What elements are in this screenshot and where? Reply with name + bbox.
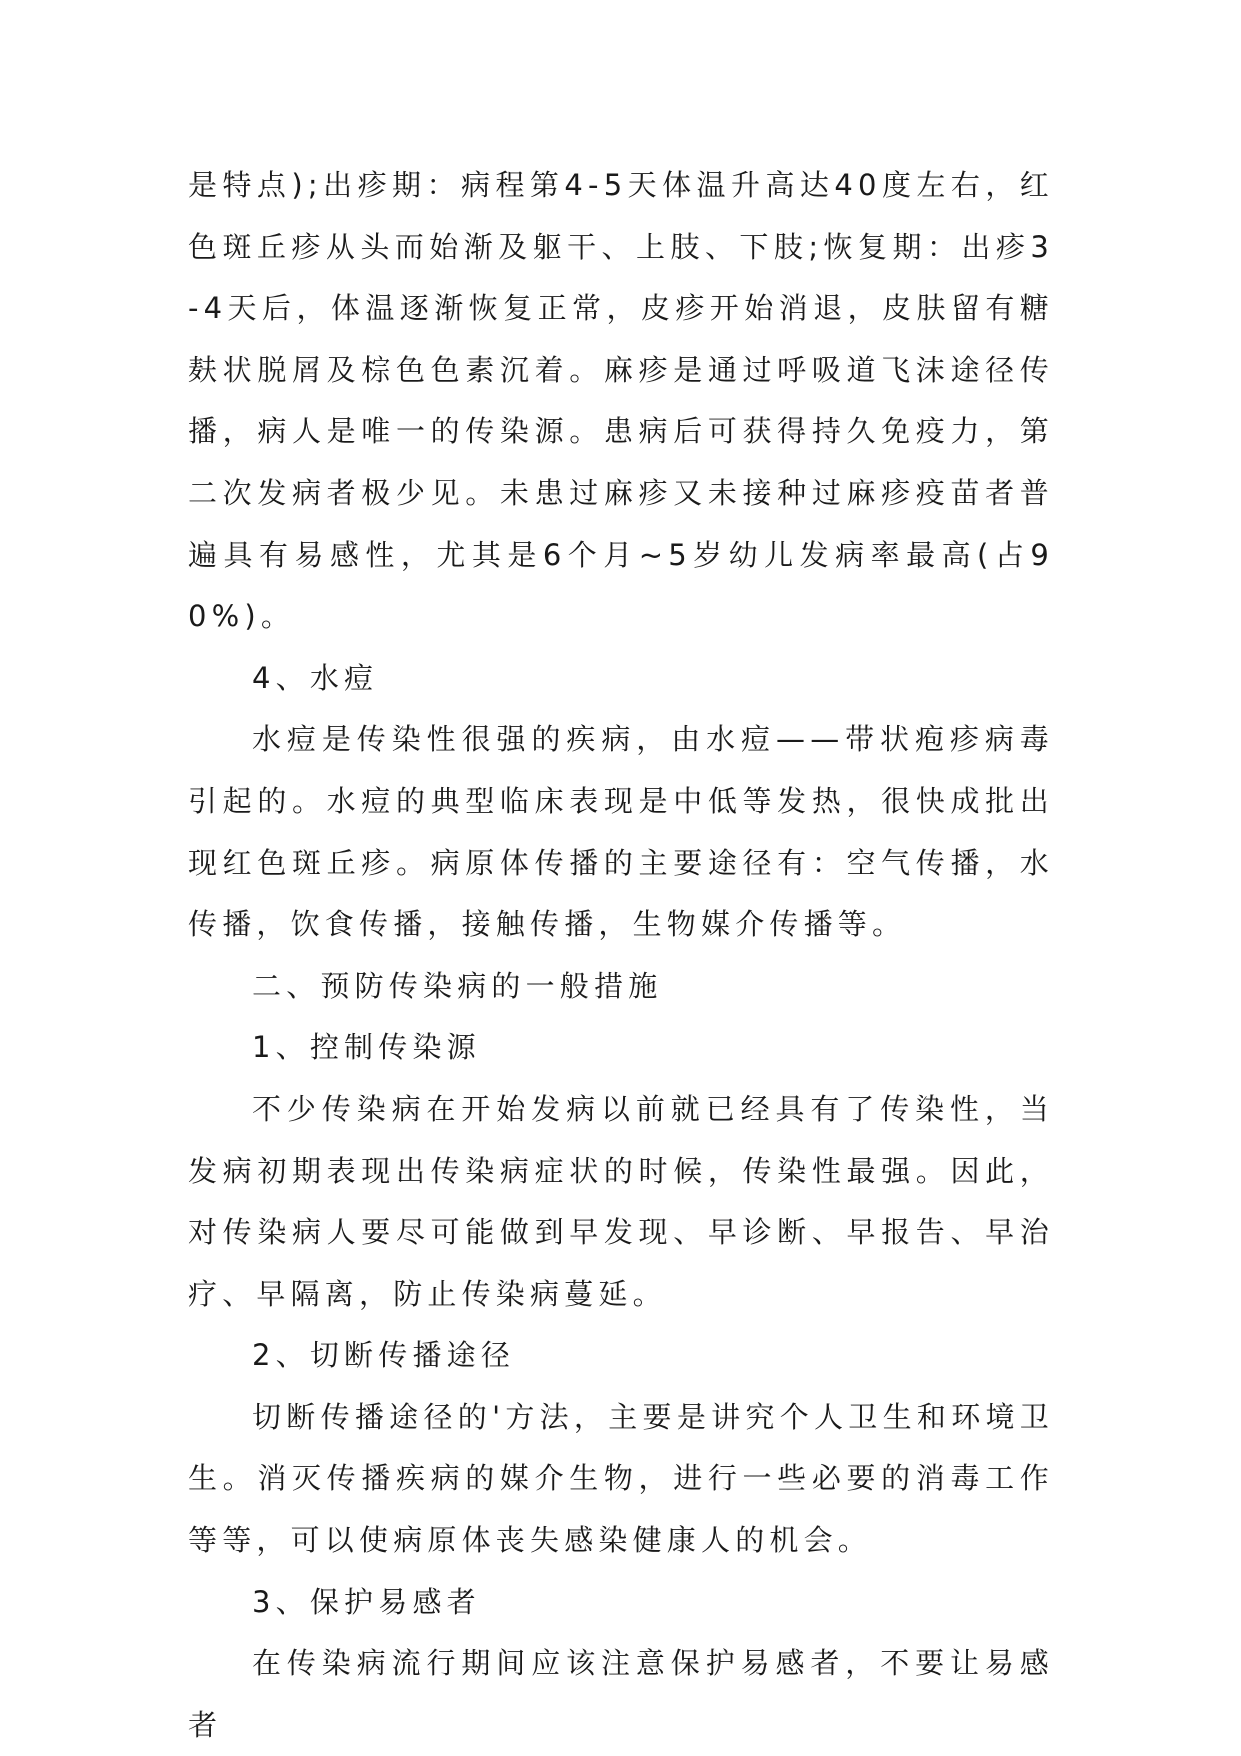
heading-cut-transmission: 2、切断传播途径 [252,1338,516,1373]
heading-control-source: 1、控制传染源 [252,1030,481,1065]
paragraph-cut-transmission: 切断传播途径的'方法，主要是讲究个人卫生和环境卫生。消灭传播疾病的媒介生物，进行一些必要的消毒工作等等，可以使病原体丧失感染健康人的机会。 [188,1399,1054,1558]
paragraph-measles-continued: 是特点);出疹期：病程第4-5天体温升高达40度左右，红色斑丘疹从头而始渐及躯干、上肢、下肢;恢复期：出疹3-4天后，体温逐渐恢复正常，皮疹开始消退，皮肤留有糖麸状脱屑及棕色色素沉着。麻疹是通过呼吸道飞沫途径传播，病人是唯一的传染源。患病后可获得持久免疫力，第二次发病者极少见。未患过麻疹又未接种过麻疹疫苗者普遍具有易感性，尤其是6个月~5岁幼儿发病率最高(占90%)。 [188,168,1054,634]
heading-protect-susceptible: 3、保护易感者 [252,1584,481,1619]
section-heading-prevention: 二、预防传染病的一般措施 [252,968,663,1003]
heading-chickenpox: 4、水痘 [252,660,379,695]
paragraph-control-source: 不少传染病在开始发病以前就已经具有了传染性，当发病初期表现出传染病症状的时候，传染性最强。因此，对传染病人要尽可能做到早发现、早诊断、早报告、早治疗、早隔离，防止传染病蔓延。 [188,1091,1054,1311]
paragraph-chickenpox: 水痘是传染性很强的疾病，由水痘——带状疱疹病毒引起的。水痘的典型临床表现是中低等发热，很快成批出现红色斑丘疹。病原体传播的主要途径有：空气传播，水传播，饮食传播，接触传播，生物媒介传播等。 [188,722,1054,942]
document-body [188,155,1054,1756]
paragraph-protect-susceptible: 在传染病流行期间应该注意保护易感者，不要让易感者 [188,1646,1054,1742]
